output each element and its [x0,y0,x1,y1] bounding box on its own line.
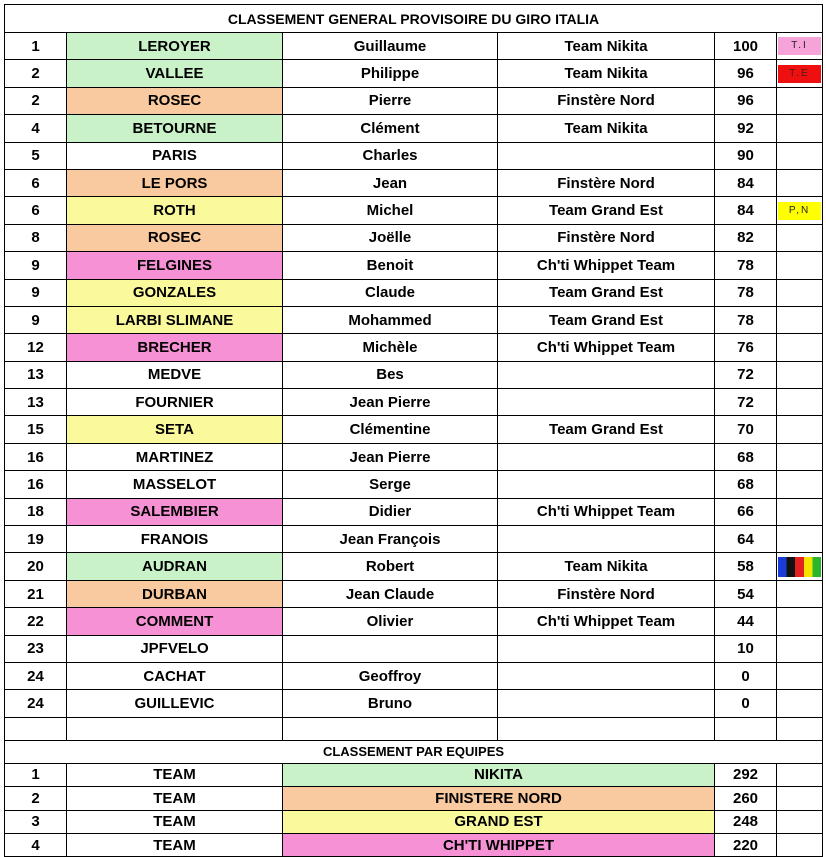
team-name[interactable]: CH'TI WHIPPET [283,833,715,856]
rider-badge-cell[interactable] [777,60,823,87]
rider-last-name[interactable]: ROSEC [67,224,283,251]
rider-points[interactable]: 78 [715,279,777,306]
rider-team[interactable]: Team Nikita [498,33,715,60]
rider-first-name[interactable]: Claude [283,279,498,306]
rider-first-name[interactable]: Didier [283,498,498,525]
rider-badge-cell[interactable] [777,279,823,306]
rider-points[interactable]: 64 [715,526,777,553]
rider-points[interactable]: 68 [715,471,777,498]
empty-cell[interactable] [498,717,715,740]
rider-badge-cell[interactable] [777,580,823,607]
rider-last-name[interactable]: VALLEE [67,60,283,87]
rider-team[interactable]: Ch'ti Whippet Team [498,334,715,361]
rider-badge-cell[interactable] [777,416,823,443]
jersey-badge: T.I [778,37,821,55]
rider-rank[interactable]: 8 [5,224,67,251]
rider-row [5,279,823,306]
rider-rank[interactable]: 24 [5,662,67,689]
rider-badge-cell[interactable] [777,635,823,662]
rider-rank[interactable]: 5 [5,142,67,169]
rider-points[interactable]: 10 [715,635,777,662]
rider-row [5,580,823,607]
rider-badge-cell[interactable] [777,224,823,251]
rider-row [5,662,823,689]
rider-points[interactable]: 72 [715,361,777,388]
rider-badge-cell[interactable] [777,526,823,553]
team-rank[interactable]: 1 [5,763,67,786]
empty-cell[interactable] [777,833,823,856]
rider-badge-cell[interactable] [777,87,823,114]
rider-last-name[interactable]: LEROYER [67,33,283,60]
rider-points[interactable]: 96 [715,60,777,87]
rider-points[interactable]: 76 [715,334,777,361]
rider-points[interactable]: 70 [715,416,777,443]
rider-last-name[interactable]: AUDRAN [67,553,283,580]
rider-rank[interactable]: 19 [5,526,67,553]
rider-team[interactable] [498,526,715,553]
rider-row [5,443,823,470]
rider-points[interactable]: 54 [715,580,777,607]
rider-first-name[interactable]: Clémentine [283,416,498,443]
rider-row [5,60,823,87]
rider-row [5,87,823,114]
rider-last-name[interactable]: MEDVE [67,361,283,388]
team-rank[interactable]: 3 [5,810,67,833]
empty-cell[interactable] [67,717,283,740]
rider-rank[interactable]: 2 [5,60,67,87]
rider-badge-cell[interactable] [777,334,823,361]
rider-rank[interactable]: 22 [5,608,67,635]
rider-row [5,252,823,279]
rider-row [5,690,823,717]
rider-last-name[interactable]: PARIS [67,142,283,169]
rider-row [5,334,823,361]
jersey-badge: P,N [778,202,821,220]
empty-cell[interactable] [715,717,777,740]
rider-last-name[interactable]: BRECHER [67,334,283,361]
rider-last-name[interactable]: ROTH [67,197,283,224]
rider-team[interactable] [498,690,715,717]
rider-badge-cell[interactable] [777,443,823,470]
rider-badge-cell[interactable] [777,306,823,333]
rider-badge-cell[interactable] [777,142,823,169]
rider-first-name[interactable]: Bes [283,361,498,388]
classification-table [4,4,823,857]
rider-points[interactable]: 78 [715,306,777,333]
rider-badge-cell[interactable] [777,608,823,635]
rider-first-name[interactable]: Jean Claude [283,580,498,607]
rider-last-name[interactable]: GONZALES [67,279,283,306]
rider-first-name[interactable]: Olivier [283,608,498,635]
rider-points[interactable]: 66 [715,498,777,525]
rider-rank[interactable]: 9 [5,306,67,333]
rider-row [5,306,823,333]
rider-rank[interactable]: 2 [5,87,67,114]
empty-cell[interactable] [5,717,67,740]
rider-team[interactable] [498,471,715,498]
rider-last-name[interactable]: FELGINES [67,252,283,279]
rider-row [5,635,823,662]
rider-first-name[interactable]: Jean Pierre [283,443,498,470]
rider-first-name[interactable]: Serge [283,471,498,498]
rider-last-name[interactable]: MARTINEZ [67,443,283,470]
rider-points[interactable]: 82 [715,224,777,251]
rider-first-name[interactable]: Philippe [283,60,498,87]
rider-row [5,389,823,416]
rider-team[interactable]: Team Grand Est [498,197,715,224]
team-points[interactable]: 260 [715,787,777,810]
rider-team[interactable]: Team Nikita [498,60,715,87]
rider-badge-cell[interactable] [777,690,823,717]
rider-points[interactable]: 0 [715,690,777,717]
team-points[interactable]: 220 [715,833,777,856]
rider-points[interactable]: 90 [715,142,777,169]
empty-cell[interactable] [777,717,823,740]
rider-team[interactable]: Team Grand Est [498,416,715,443]
rider-first-name[interactable]: Bruno [283,690,498,717]
team-points[interactable]: 292 [715,763,777,786]
spreadsheet [4,4,822,857]
rider-team[interactable] [498,142,715,169]
spacer-row [5,717,823,740]
rider-rank[interactable]: 1 [5,33,67,60]
rider-badge-cell[interactable] [777,471,823,498]
rider-badge-cell[interactable] [777,662,823,689]
rider-first-name[interactable]: Jean François [283,526,498,553]
rider-first-name[interactable]: Jean [283,169,498,196]
rider-rank[interactable]: 15 [5,416,67,443]
rider-team[interactable]: Team Nikita [498,553,715,580]
rider-points[interactable]: 78 [715,252,777,279]
rider-badge-cell[interactable] [777,361,823,388]
rider-row [5,361,823,388]
rider-team[interactable] [498,443,715,470]
rider-rank[interactable]: 13 [5,389,67,416]
rider-first-name[interactable]: Guillaume [283,33,498,60]
team-row [5,833,823,856]
rider-team[interactable]: Ch'ti Whippet Team [498,498,715,525]
rider-first-name[interactable]: Michel [283,197,498,224]
team-classification-title: CLASSEMENT PAR EQUIPES [5,740,823,763]
rider-rank[interactable]: 4 [5,115,67,142]
rider-rank[interactable]: 9 [5,279,67,306]
rider-rank[interactable]: 20 [5,553,67,580]
rider-row [5,115,823,142]
team-name[interactable]: NIKITA [283,763,715,786]
team-name[interactable]: GRAND EST [283,810,715,833]
rider-last-name[interactable]: DURBAN [67,580,283,607]
rider-team[interactable]: Ch'ti Whippet Team [498,608,715,635]
general-classification-title: CLASSEMENT GENERAL PROVISOIRE DU GIRO ITALIA [5,5,823,33]
rider-last-name[interactable]: BETOURNE [67,115,283,142]
rider-last-name[interactable]: GUILLEVIC [67,690,283,717]
rider-badge-cell[interactable] [777,33,823,60]
rider-rank[interactable]: 23 [5,635,67,662]
team-rank[interactable]: 2 [5,787,67,810]
world-champion-stripes-icon [778,557,821,577]
rider-last-name[interactable]: CACHAT [67,662,283,689]
team-rank[interactable]: 4 [5,833,67,856]
rider-last-name[interactable]: FOURNIER [67,389,283,416]
rider-rank[interactable]: 6 [5,197,67,224]
rider-first-name[interactable]: Joëlle [283,224,498,251]
team-label[interactable]: TEAM [67,787,283,810]
rider-last-name[interactable]: SETA [67,416,283,443]
rider-rank[interactable]: 24 [5,690,67,717]
rider-row [5,224,823,251]
rider-last-name[interactable]: LE PORS [67,169,283,196]
rider-first-name[interactable]: Clément [283,115,498,142]
rider-first-name[interactable]: Jean Pierre [283,389,498,416]
team-label[interactable]: TEAM [67,763,283,786]
rider-team[interactable]: Ch'ti Whippet Team [498,252,715,279]
rider-team[interactable]: Team Grand Est [498,306,715,333]
rider-row [5,498,823,525]
rider-points[interactable]: 72 [715,389,777,416]
rider-first-name[interactable]: Michèle [283,334,498,361]
rider-points[interactable]: 96 [715,87,777,114]
rider-last-name[interactable]: SALEMBIER [67,498,283,525]
rider-row [5,416,823,443]
rider-last-name[interactable]: MASSELOT [67,471,283,498]
jersey-badge: T.E [778,65,821,83]
rider-rank[interactable]: 9 [5,252,67,279]
rider-first-name[interactable]: Robert [283,553,498,580]
rider-row [5,169,823,196]
rider-badge-cell[interactable] [777,252,823,279]
rider-rank[interactable]: 18 [5,498,67,525]
rider-points[interactable]: 84 [715,197,777,224]
rider-first-name[interactable]: Geoffroy [283,662,498,689]
rider-team[interactable]: Finstère Nord [498,580,715,607]
rider-first-name[interactable]: Charles [283,142,498,169]
rider-badge-cell[interactable] [777,197,823,224]
rider-team[interactable]: Team Nikita [498,115,715,142]
team-row [5,763,823,786]
team-label[interactable]: TEAM [67,810,283,833]
rider-first-name[interactable] [283,635,498,662]
rider-rank[interactable]: 12 [5,334,67,361]
rider-row [5,608,823,635]
rider-row [5,142,823,169]
rider-rank[interactable]: 16 [5,443,67,470]
rider-team[interactable]: Finstère Nord [498,87,715,114]
team-row [5,810,823,833]
rider-first-name[interactable]: Pierre [283,87,498,114]
rider-points[interactable]: 44 [715,608,777,635]
rider-row [5,197,823,224]
rider-badge-cell[interactable] [777,389,823,416]
rider-rank[interactable]: 6 [5,169,67,196]
empty-cell[interactable] [283,717,498,740]
rider-row [5,526,823,553]
rider-team[interactable] [498,635,715,662]
rider-row [5,471,823,498]
rider-badge-cell[interactable] [777,169,823,196]
rider-points[interactable]: 100 [715,33,777,60]
rider-last-name[interactable]: FRANOIS [67,526,283,553]
rider-row [5,33,823,60]
rider-points[interactable]: 58 [715,553,777,580]
rider-team[interactable]: Finstère Nord [498,224,715,251]
rider-last-name[interactable]: JPFVELO [67,635,283,662]
rider-points[interactable]: 92 [715,115,777,142]
rider-row [5,553,823,580]
rider-team[interactable] [498,389,715,416]
team-label[interactable]: TEAM [67,833,283,856]
rider-points[interactable]: 84 [715,169,777,196]
rider-team[interactable]: Finstère Nord [498,169,715,196]
empty-cell[interactable] [777,787,823,810]
rider-team[interactable] [498,361,715,388]
rider-rank[interactable]: 21 [5,580,67,607]
empty-cell[interactable] [777,810,823,833]
rider-points[interactable]: 0 [715,662,777,689]
rider-team[interactable] [498,662,715,689]
rider-last-name[interactable]: ROSEC [67,87,283,114]
rider-last-name[interactable]: LARBI SLIMANE [67,306,283,333]
rider-badge-cell[interactable] [777,553,823,580]
team-classification-header-row [5,740,823,763]
rider-points[interactable]: 68 [715,443,777,470]
rider-rank[interactable]: 13 [5,361,67,388]
rider-badge-cell[interactable] [777,498,823,525]
team-points[interactable]: 248 [715,810,777,833]
empty-cell[interactable] [777,763,823,786]
team-row [5,787,823,810]
rider-badge-cell[interactable] [777,115,823,142]
team-name[interactable]: FINISTERE NORD [283,787,715,810]
rider-first-name[interactable]: Benoit [283,252,498,279]
rider-team[interactable]: Team Grand Est [498,279,715,306]
rider-rank[interactable]: 16 [5,471,67,498]
rider-last-name[interactable]: COMMENT [67,608,283,635]
rider-first-name[interactable]: Mohammed [283,306,498,333]
